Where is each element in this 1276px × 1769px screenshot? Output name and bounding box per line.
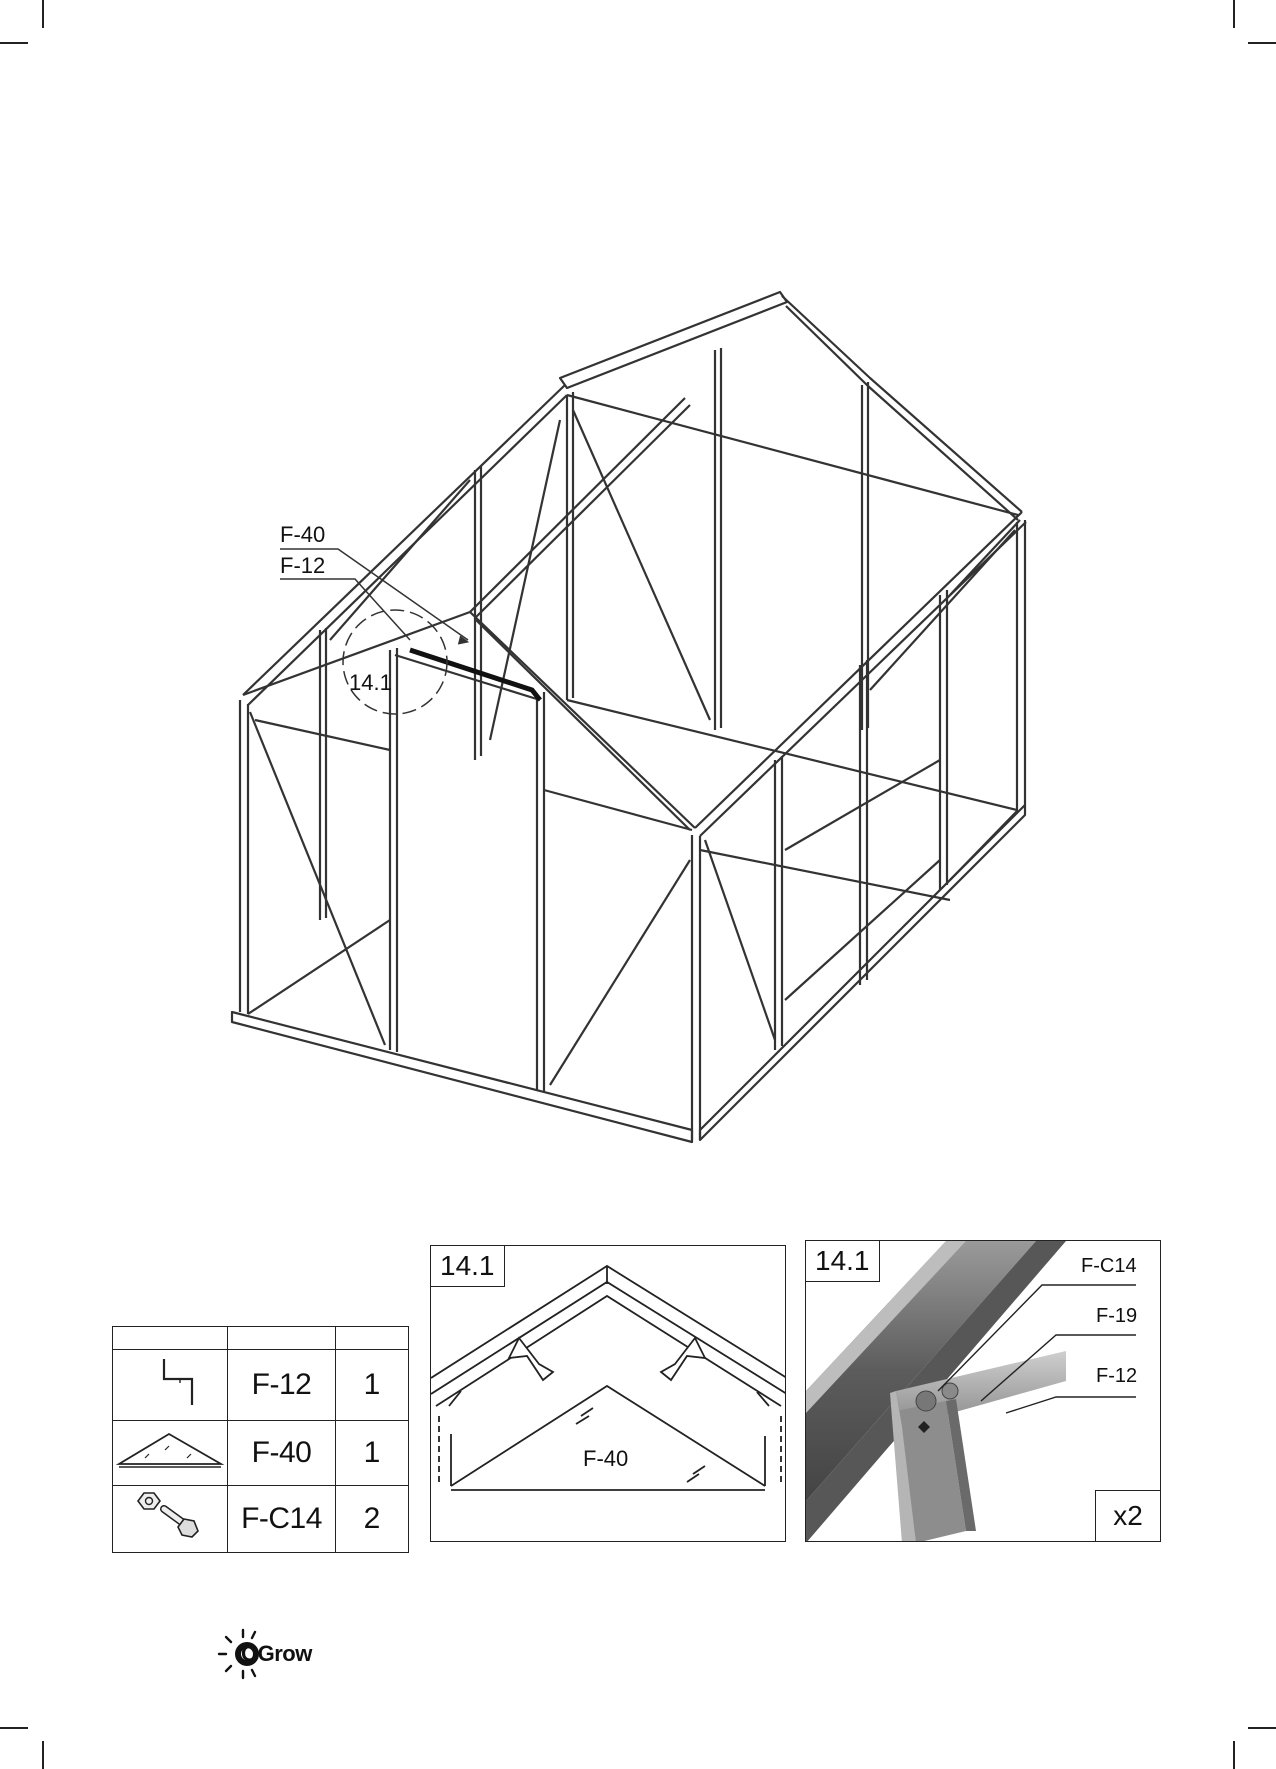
table-row	[113, 1421, 409, 1486]
detail-tag: 14.1	[806, 1241, 880, 1282]
header-cell	[336, 1327, 409, 1350]
crop-mark	[0, 1727, 28, 1729]
panel-label: F-40	[583, 1446, 629, 1471]
logo-text: OGrow	[241, 1641, 312, 1666]
parts-table	[112, 1326, 409, 1553]
glass-panel-icon	[113, 1421, 228, 1486]
brand-logo	[215, 1626, 325, 1682]
table-header	[113, 1327, 409, 1350]
part-qty: 1	[336, 1421, 409, 1486]
header-cell	[228, 1327, 336, 1350]
part-qty: 1	[336, 1350, 409, 1421]
callout-f12: F-12	[1096, 1365, 1138, 1387]
detail-marker: 14.1	[349, 670, 392, 695]
crop-mark	[1248, 1727, 1276, 1729]
detail-tag: 14.1	[431, 1246, 505, 1287]
table-row	[113, 1486, 409, 1553]
part-code: F-12	[228, 1350, 336, 1421]
callout-f40: F-40	[280, 522, 326, 547]
header-cell	[113, 1327, 228, 1350]
detail-14-1-joint	[805, 1240, 1161, 1542]
detail-14-1-gable	[430, 1245, 786, 1542]
table-row	[113, 1350, 409, 1421]
crop-mark	[42, 1741, 44, 1769]
callout-fc14: F-C14	[1081, 1255, 1137, 1277]
part-qty: 2	[336, 1486, 409, 1553]
part-code: F-C14	[228, 1486, 336, 1553]
nut-bolt-icon	[113, 1486, 228, 1553]
callout-f19: F-19	[1096, 1305, 1138, 1327]
crop-mark	[1233, 1741, 1235, 1769]
bracket-icon	[113, 1350, 228, 1421]
multiplier-badge: x2	[1095, 1490, 1160, 1541]
callout-f12: F-12	[280, 553, 326, 578]
part-code: F-40	[228, 1421, 336, 1486]
gable-detail-drawing	[431, 1246, 786, 1542]
